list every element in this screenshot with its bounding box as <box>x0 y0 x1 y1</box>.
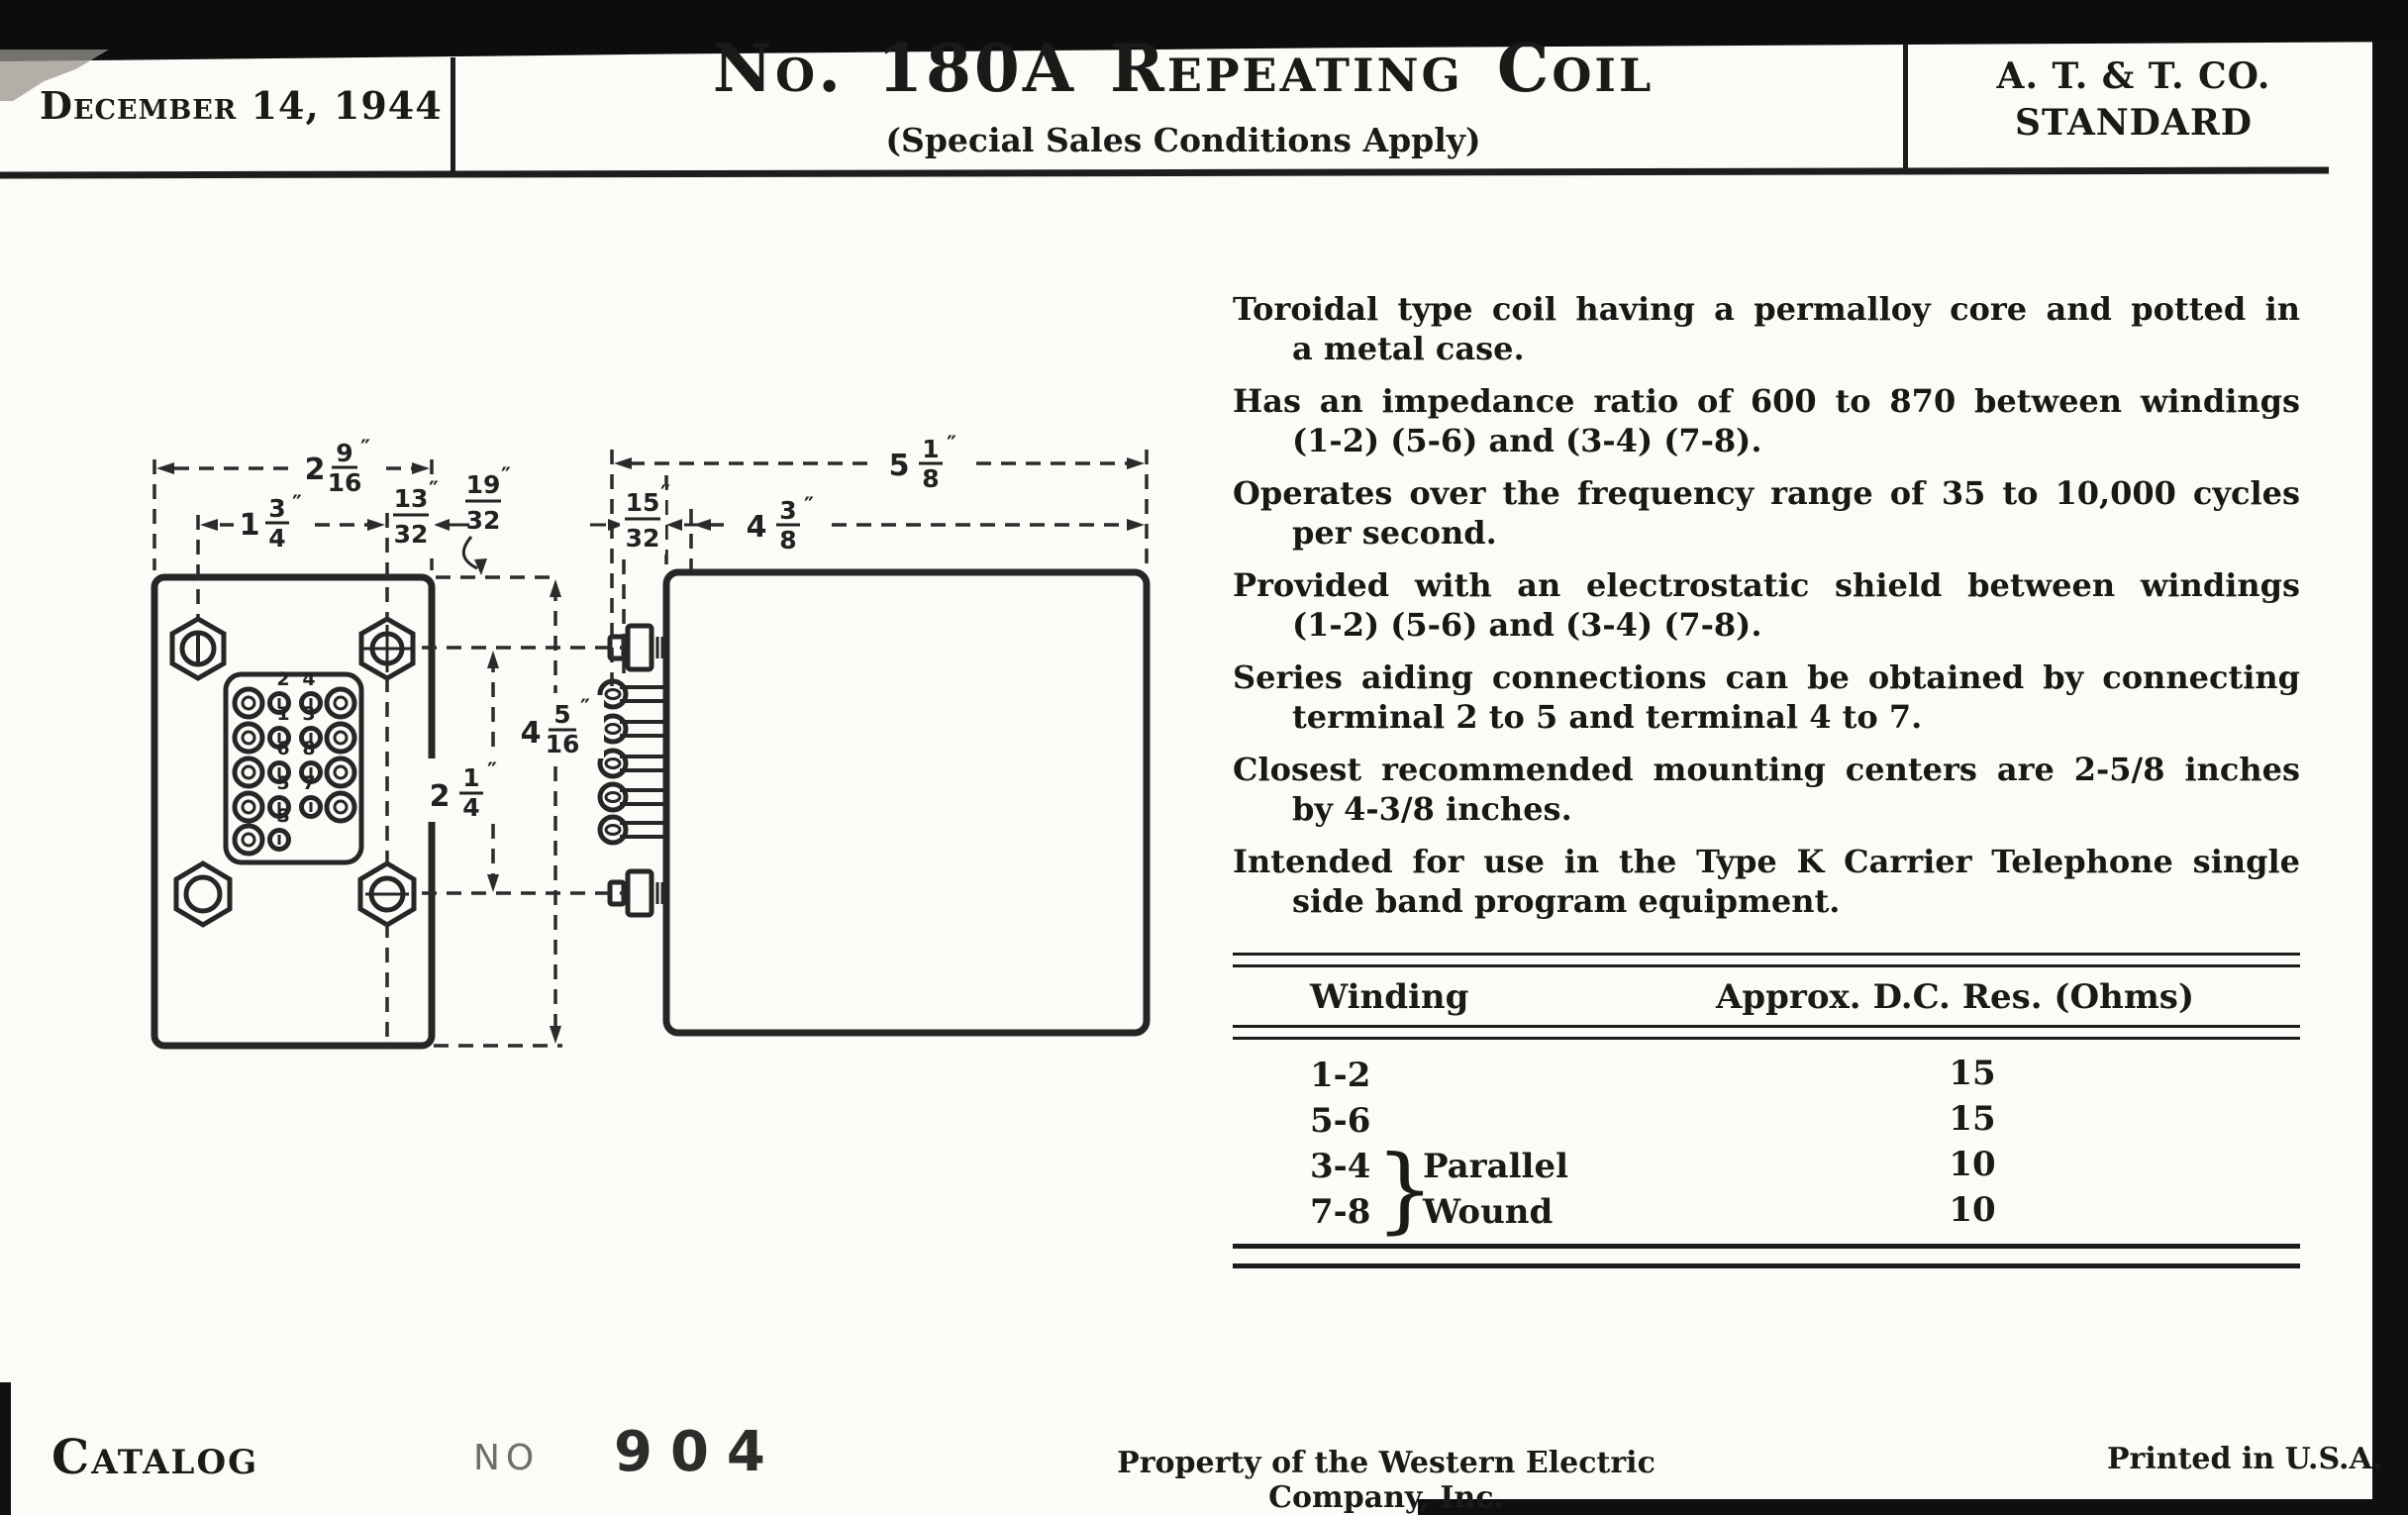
mounting-nut-top-right <box>361 619 413 678</box>
svg-text:4: 4 <box>746 510 767 545</box>
svg-text:″: ″ <box>947 433 956 457</box>
svg-text:8: 8 <box>922 464 940 493</box>
svg-text:16: 16 <box>545 730 580 758</box>
mounting-stud-bottom <box>610 871 662 915</box>
dim-mount-width <box>200 492 385 553</box>
winding-group-label: Parallel <box>1423 1147 1569 1186</box>
svg-text:″: ″ <box>804 494 814 519</box>
terminal-label: 8 <box>302 738 316 759</box>
dim-edge-offset <box>389 478 469 551</box>
svg-text:″: ″ <box>487 759 497 784</box>
description-line: Intended for use in the Type K Carrier Telephone single <box>1233 843 2300 880</box>
terminal-label: 6 <box>276 738 290 759</box>
table-body <box>1233 1040 2300 1244</box>
table-row <box>1233 1054 2300 1099</box>
winding-cell: 3-4 <box>1310 1147 1371 1186</box>
description-line: side band program equipment. <box>1292 882 1841 920</box>
svg-text:15: 15 <box>625 488 660 517</box>
svg-text:8: 8 <box>779 526 797 555</box>
description-line: Operates over the frequency range of 35 to 10,000 cycles <box>1233 474 2300 512</box>
mounting-nut-bottom-right <box>360 863 414 925</box>
description-line: Provided with an electrostatic shield between windings <box>1233 566 2300 604</box>
col-header-resistance: Approx. D.C. Res. (Ohms) <box>1716 977 2195 1017</box>
svg-text:9: 9 <box>336 439 353 467</box>
terminal-label: 4 <box>302 668 316 690</box>
svg-text:32: 32 <box>625 524 660 553</box>
org-standard-block <box>1921 53 2347 147</box>
technical-drawing <box>87 265 1236 1117</box>
svg-text:32: 32 <box>465 506 501 535</box>
col-header-winding: Winding <box>1310 977 1469 1017</box>
dim-side-mount-width <box>691 494 1145 570</box>
svg-text:2: 2 <box>304 453 326 487</box>
resistance-cell: 15 <box>1949 1054 1996 1093</box>
table-rule-bottom <box>1233 1244 2300 1268</box>
terminal-label: 5 <box>276 772 290 794</box>
resistance-cell: 15 <box>1949 1099 1996 1139</box>
svg-text:19: 19 <box>465 470 501 499</box>
issue-date: December 14, 1944 <box>40 83 443 128</box>
description-line: Closest recommended mounting centers are 2-5/8 inches <box>1233 751 2300 788</box>
svg-text:″: ″ <box>360 437 370 461</box>
terminal-label: 3 <box>302 703 316 725</box>
front-view <box>154 577 432 1046</box>
description-paragraph <box>1233 289 2300 368</box>
description-line: Has an impedance ratio of 600 to 870 between windings <box>1233 382 2300 420</box>
winding-cell: 7-8 <box>1310 1192 1371 1232</box>
terminal-lugs <box>600 681 666 843</box>
description-line: (1-2) (5-6) and (3-4) (7-8). <box>1292 422 1762 459</box>
mounting-stud-top <box>610 626 662 669</box>
description-paragraph <box>1233 381 2300 460</box>
description-line: per second. <box>1292 514 1497 552</box>
header-rule <box>0 167 2329 179</box>
table-rule-top <box>1233 953 2300 967</box>
side-view <box>600 572 1147 1033</box>
mounting-nut-top-left <box>172 619 224 678</box>
description-line: terminal 2 to 5 and terminal 4 to 7. <box>1292 698 1923 736</box>
svg-text:″: ″ <box>292 492 302 517</box>
scan-band-bottom-left <box>0 1382 11 1515</box>
svg-text:4: 4 <box>268 524 286 553</box>
svg-text:5: 5 <box>553 700 571 729</box>
svg-text:16: 16 <box>327 468 362 497</box>
description-line: (1-2) (5-6) and (3-4) (7-8). <box>1292 606 1762 644</box>
org-standard: STANDARD <box>2015 102 2253 144</box>
svg-text:13: 13 <box>393 484 429 513</box>
catalog-number-stamp: 904 <box>614 1420 783 1484</box>
terminal-label: 2 <box>276 668 290 690</box>
terminal-label: S <box>276 805 290 827</box>
svg-text:3: 3 <box>779 496 797 525</box>
svg-text:1: 1 <box>922 435 940 463</box>
header-divider-left <box>451 57 455 174</box>
svg-text:″: ″ <box>429 478 439 503</box>
svg-text:1: 1 <box>239 508 260 543</box>
svg-text:″: ″ <box>660 482 670 507</box>
description-line: by 4-3/8 inches. <box>1292 790 1572 828</box>
printed-note: Printed in U.S.A. <box>2107 1442 2383 1476</box>
org-name: A. T. & T. CO. <box>1996 55 2271 97</box>
winding-group-brace: } <box>1375 1136 1435 1244</box>
terminal-label: 7 <box>302 772 316 794</box>
table-rule-mid <box>1233 1025 2300 1040</box>
description-line: Series aiding connections can be obtained by connecting <box>1233 658 2300 696</box>
table-header-row <box>1233 967 2300 1025</box>
description-paragraph <box>1233 473 2300 553</box>
svg-text:2: 2 <box>429 779 451 814</box>
svg-text:″: ″ <box>501 464 511 489</box>
resistance-cell: 10 <box>1949 1145 1996 1184</box>
description-paragraph <box>1233 565 2300 645</box>
winding-cell: 1-2 <box>1310 1056 1371 1095</box>
catalog-label: Catalog <box>51 1430 259 1485</box>
terminal-label: 1 <box>276 703 290 725</box>
description-paragraph <box>1233 842 2300 921</box>
description-paragraph <box>1233 657 2300 737</box>
page-subtitle: (Special Sales Conditions Apply) <box>885 121 1481 159</box>
scan-band-right <box>2372 42 2408 1515</box>
mounting-nut-bottom-left <box>176 863 230 925</box>
property-note: Property of the Western Electric Company, Inc. <box>1117 1446 1656 1515</box>
svg-text:32: 32 <box>393 520 429 549</box>
header-divider-right <box>1903 44 1908 170</box>
description-line: Toroidal type coil having a permalloy core and potted in <box>1233 290 2300 328</box>
dim-top-offset <box>463 464 511 575</box>
description-list <box>1233 289 2300 934</box>
svg-text:4: 4 <box>462 793 480 822</box>
svg-text:4: 4 <box>520 716 542 751</box>
resistance-cell: 10 <box>1949 1190 1996 1230</box>
description-line: a metal case. <box>1292 330 1525 367</box>
terminal-block <box>226 668 361 862</box>
svg-text:″: ″ <box>580 696 590 721</box>
winding-table <box>1233 953 2300 1268</box>
winding-group-label: Wound <box>1423 1192 1554 1232</box>
catalog-no-prefix: NO <box>473 1438 541 1478</box>
page-title: No. 180A Repeating Coil <box>712 30 1655 107</box>
svg-text:5: 5 <box>888 449 910 483</box>
svg-text:3: 3 <box>268 494 286 523</box>
svg-text:1: 1 <box>462 763 480 792</box>
dim-lug-projection <box>590 475 699 681</box>
winding-cell: 5-6 <box>1310 1101 1371 1141</box>
description-paragraph <box>1233 750 2300 829</box>
